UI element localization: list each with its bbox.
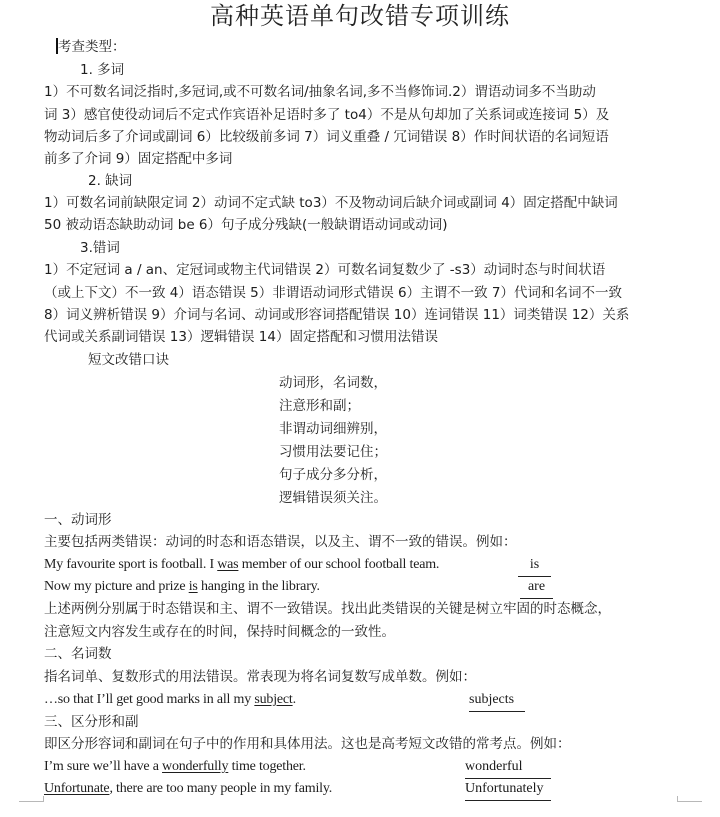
section-missing-word-line: 1）可数名词前缺限定词 2）动词不定式缺 to3）不及物动词后缺介词或副词 4）固定搭配中缺词 bbox=[44, 195, 618, 211]
page-corner-marker-left bbox=[19, 801, 43, 802]
section-wrong-word-line: 代词或关系副词错误 13）逻辑错误 14）固定搭配和习惯用法错误 bbox=[44, 329, 438, 345]
section-wrong-word-line: 8）词义辨析错误 9）介词与名词、动词或形容词搭配错误 10）连词错误 11）词类错误 12）关系 bbox=[44, 307, 630, 323]
mnemonic-line: 动词形，名词数， bbox=[279, 375, 387, 391]
part2-intro: 指名词单、复数形式的用法错误。常表现为将名词复数写成单数。例如： bbox=[44, 669, 476, 685]
error-word: wonderfully bbox=[162, 759, 229, 774]
part1-explanation: 上述两例分别属于时态错误和主、谓不一致错误。找出此类错误的关键是树立牢固的时态概念， bbox=[44, 601, 611, 617]
mnemonic-line: 习惯用法要记住； bbox=[279, 444, 387, 460]
answer-blank: wonderful bbox=[465, 756, 551, 779]
part3-intro: 即区分形容词和副词在句子中的作用和具体用法。这也是高考短文改错的常考点。例如： bbox=[44, 736, 571, 752]
page-corner-marker-right-v bbox=[677, 796, 678, 802]
error-word: is bbox=[188, 579, 198, 594]
section-extra-word-heading: 1. 多词 bbox=[80, 62, 125, 78]
mnemonic-line: 句子成分多分析， bbox=[279, 467, 387, 483]
section-missing-word-line: 50 被动语态缺助动词 be 6）句子成分残缺(一般缺谓语动词或动词) bbox=[44, 217, 448, 233]
section-extra-word-line: 前多了介词 9）固定搭配中多词 bbox=[44, 151, 233, 167]
section-extra-word-line: 1）不可数名词泛指时,多冠词,或不可数名词/抽象名词,多不当修饰词.2）谓语动词多不当助动 bbox=[44, 84, 596, 100]
example-sentence: Unfortunate, there are too many people in my family. bbox=[44, 781, 333, 796]
example-sentence: I’m sure we’ll have a wonderfully time together. bbox=[44, 759, 306, 774]
part3-heading: 三、区分形和副 bbox=[44, 714, 139, 730]
answer-blank: are bbox=[520, 576, 553, 599]
answer-blank: is bbox=[518, 554, 551, 577]
part1-intro: 主要包括两类错误：动词的时态和语态错误，以及主、谓不一致的错误。例如： bbox=[44, 534, 517, 550]
page-corner-marker-right bbox=[677, 801, 702, 802]
example-sentence: Now my picture and prize is hanging in the library. bbox=[44, 579, 320, 594]
part1-explanation: 注意短文内容发生或存在的时间，保持时间概念的一致性。 bbox=[44, 624, 395, 640]
mnemonic-line: 非谓动词细辨别， bbox=[279, 421, 387, 437]
example-sentence: My favourite sport is football. I was member of our school football team. bbox=[44, 557, 440, 572]
mnemonic-heading: 短文改错口诀 bbox=[88, 352, 169, 368]
exam-types-heading[interactable]: 考查类型： bbox=[58, 39, 126, 55]
section-wrong-word-line: 1）不定冠词 a / an、定冠词或物主代词错误 2）可数名词复数少了 -s3）动词时态与时间状语 bbox=[44, 262, 606, 278]
part1-heading: 一、动词形 bbox=[44, 512, 112, 528]
error-word: was bbox=[217, 557, 239, 572]
mnemonic-line: 注意形和副； bbox=[279, 398, 360, 414]
document-title: 高种英语单句改错专项训练 bbox=[210, 2, 510, 30]
answer-blank: Unfortunately bbox=[465, 778, 551, 801]
error-word: subject bbox=[254, 692, 293, 707]
page-corner-marker-left-v bbox=[43, 796, 44, 802]
mnemonic-line: 逻辑错误须关注。 bbox=[279, 490, 387, 506]
section-wrong-word-line: （或上下文）不一致 4）语态错误 5）非谓语动词形式错误 6）主谓不一致 7）代词和名词不一致 bbox=[44, 285, 623, 301]
answer-blank: subjects bbox=[469, 689, 525, 712]
section-missing-word-heading: 2. 缺词 bbox=[88, 173, 133, 189]
section-wrong-word-heading: 3.错词 bbox=[80, 240, 120, 256]
part2-heading: 二、名词数 bbox=[44, 646, 112, 662]
example-sentence: …so that I’ll get good marks in all my subject. bbox=[44, 692, 296, 707]
section-extra-word-line: 词 3）感官使役动词后不定式作宾语补足语时多了 to4）不是从句却加了关系词或连接词 5）及 bbox=[44, 107, 610, 123]
error-word: Unfortunate bbox=[44, 781, 110, 796]
section-extra-word-line: 物动词后多了介词或副词 6）比较级前多词 7）词义重叠 / 冗词错误 8）作时间状语的名词短语 bbox=[44, 129, 609, 145]
